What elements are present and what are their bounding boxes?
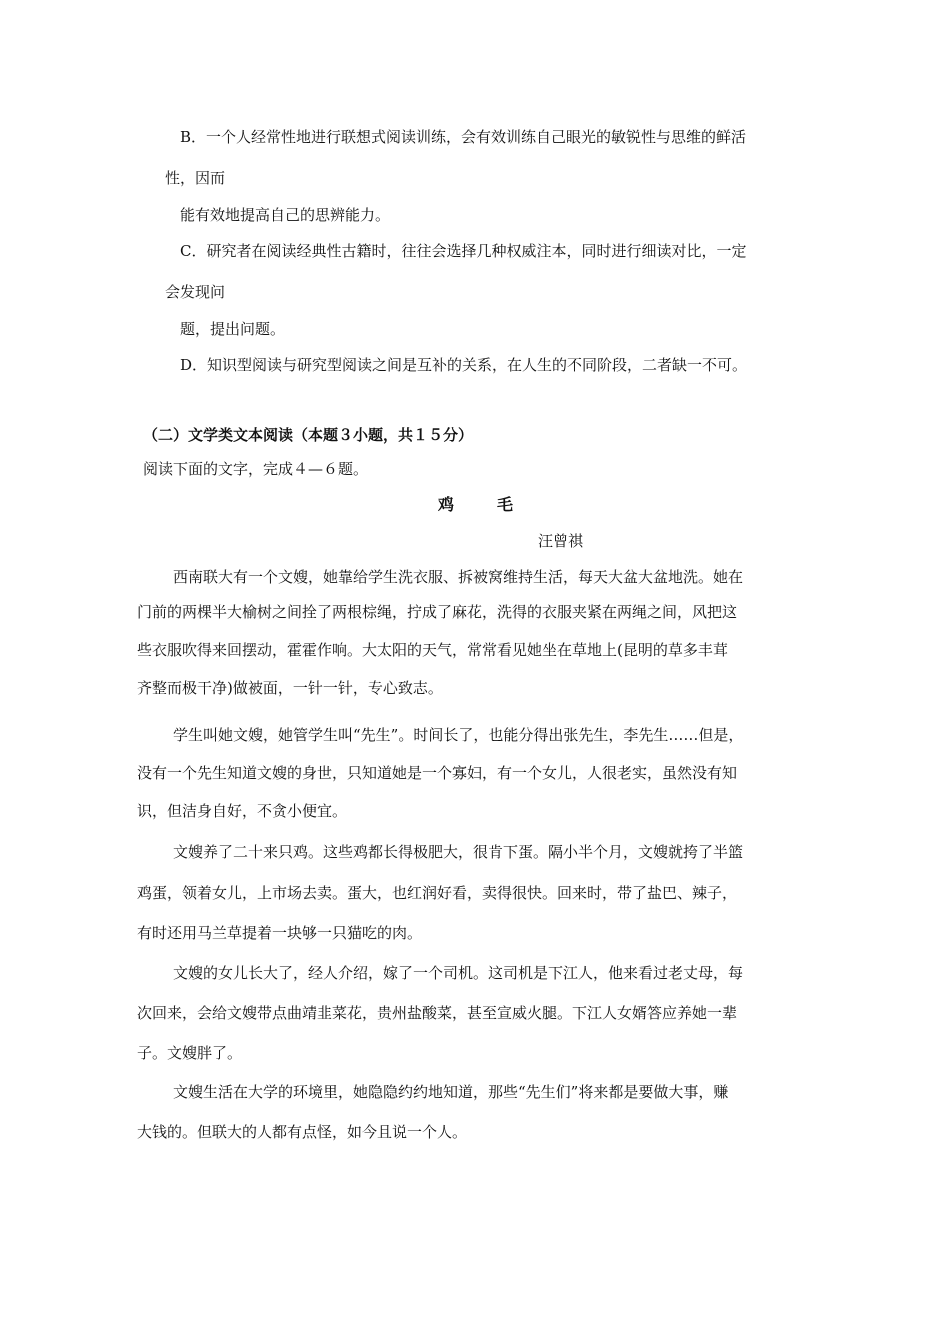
paragraph-3-line-1: 文嫂养了二十来只鸡。这些鸡都长得极肥大，很肯下蛋。隔小半个月，文嫂就挎了半篮 — [173, 843, 744, 861]
option-b-line-2: 性，因而 — [165, 169, 226, 187]
option-c-line-3: 题，提出问题。 — [180, 320, 286, 338]
option-b-line-1: B．一个人经常性地进行联想式阅读训练，会有效训练自己眼光的敏锐性与思维的鲜活 — [180, 128, 747, 146]
paragraph-3-line-3: 有时还用马兰草提着一块够一只猫吃的肉。 — [137, 924, 423, 942]
paragraph-1-line-1: 西南联大有一个文嫂，她靠给学生洗衣服、拆被窝维持生活，每天大盆大盆地洗。她在 — [173, 568, 744, 586]
paragraph-3-line-2: 鸡蛋，领着女儿，上市场去卖。蛋大，也红润好看，卖得很快。回来时，带了盐巴、辣子， — [137, 884, 738, 902]
paragraph-4-line-3: 子。文嫂胖了。 — [137, 1044, 243, 1062]
paragraph-4-line-1: 文嫂的女儿长大了，经人介绍，嫁了一个司机。这司机是下江人，他来看过老丈母，每 — [173, 964, 744, 982]
paragraph-1-line-2: 门前的两棵半大榆树之间拴了两根棕绳，拧成了麻花，洗得的衣服夹紧在两绳之间，风把这 — [137, 603, 738, 621]
section-heading: （二）文学类文本阅读（本题３小题，共１５分） — [143, 426, 474, 444]
option-c-line-1: C．研究者在阅读经典性古籍时，往往会选择几种权威注本，同时进行细读对比，一定 — [180, 242, 747, 260]
paragraph-2-line-2: 没有一个先生知道文嫂的身世，只知道她是一个寡妇，有一个女儿，人很老实，虽然没有知 — [137, 764, 738, 782]
paragraph-1-line-4: 齐整而极干净)做被面，一针一针，专心致志。 — [137, 679, 443, 697]
paragraph-1-line-3: 些衣服吹得来回摆动，霍霍作响。大太阳的天气，常常看见她坐在草地上(昆明的草多丰茸 — [137, 641, 728, 659]
option-d-line-1: D．知识型阅读与研究型阅读之间是互补的关系，在人生的不同阶段，二者缺一不可。 — [180, 356, 748, 374]
paragraph-5-line-1: 文嫂生活在大学的环境里，她隐隐约约地知道，那些“先生们”将来都是要做大事，赚 — [173, 1083, 729, 1101]
article-author: 汪曾祺 — [538, 532, 584, 550]
article-title-char-1: 鸡 — [438, 495, 455, 514]
paragraph-2-line-3: 识，但洁身自好，不贪小便宜。 — [137, 802, 348, 820]
paragraph-5-line-2: 大钱的。但联大的人都有点怪，如今且说一个人。 — [137, 1123, 468, 1141]
paragraph-2-line-1: 学生叫她文嫂，她管学生叫“先生”。时间长了，也能分得出张先生，李先生……但是， — [173, 726, 744, 744]
paragraph-4-line-2: 次回来，会给文嫂带点曲靖韭菜花，贵州盐酸菜，甚至宣威火腿。下江人女婿答应养她一辈 — [137, 1004, 738, 1022]
option-c-line-2: 会发现问 — [165, 283, 226, 301]
article-title-char-2: 毛 — [497, 495, 514, 514]
option-b-line-3: 能有效地提高自己的思辨能力。 — [180, 206, 391, 224]
section-instruction: 阅读下面的文字，完成４—６题。 — [143, 460, 369, 478]
